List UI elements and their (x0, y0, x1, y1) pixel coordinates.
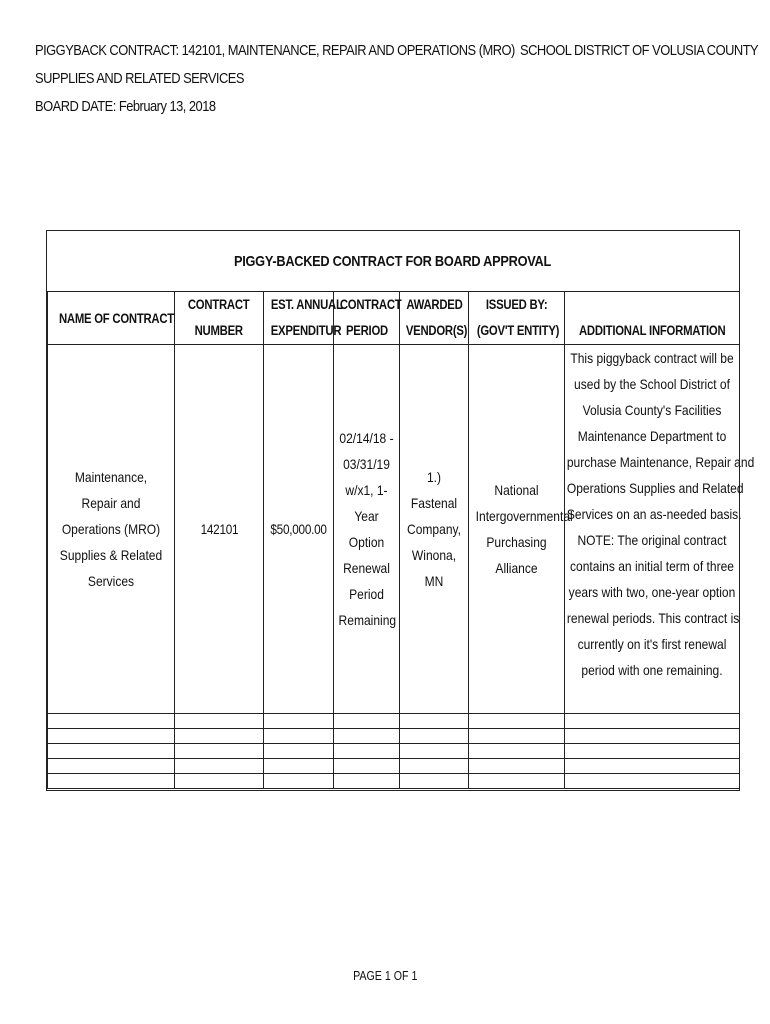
cell-vendor: 1.) Fastenal Company, Winona, MN (400, 345, 469, 714)
district-name: SCHOOL DISTRICT OF VOLUSIA COUNTY (520, 42, 759, 59)
table-row (48, 345, 740, 714)
empty-table-row (48, 759, 740, 774)
header-line-2: SUPPLIES AND RELATED SERVICES (35, 70, 244, 87)
contract-table (47, 291, 755, 789)
col-header-entity: ISSUED BY: (GOV'T ENTITY) (469, 292, 565, 345)
cell-expenditure: $50,000.00 (264, 345, 334, 714)
col-header-period: CONTRACT PERIOD (334, 292, 400, 345)
empty-table-row (48, 729, 740, 744)
cell-contract-period: 02/14/18 - 03/31/19 w/x1, 1-Year Option Renewal Period Remaining (334, 345, 400, 714)
empty-table-row (48, 744, 740, 759)
col-header-vendor: AWARDED VENDOR(S) (400, 292, 469, 345)
empty-table-row (48, 714, 740, 729)
page-number: PAGE 1 OF 1 (352, 968, 418, 983)
col-header-number: CONTRACT NUMBER (175, 292, 264, 345)
cell-contract-number: 142101 (175, 345, 264, 714)
table-header-row (48, 292, 740, 345)
cell-issuing-entity: National Intergovernmental Purchasing Alliance (469, 345, 565, 714)
contract-table-frame (46, 230, 755, 791)
col-header-name: NAME OF CONTRACT (48, 292, 175, 345)
col-header-expenditure: EST. ANNUAL EXPENDITUR (264, 292, 334, 345)
col-header-info: ADDITIONAL INFORMATION (565, 292, 740, 345)
cell-contract-name: Maintenance, Repair and Operations (MRO) Supplies & Related Services (48, 345, 175, 714)
empty-table-row (48, 774, 740, 789)
header-line-1: PIGGYBACK CONTRACT: 142101, MAINTENANCE, REPAIR AND OPERATIONS (MRO) (35, 42, 515, 59)
cell-additional-info: This piggyback contract will be used by the School District of Volusia County's Facilities Maintenance Department to purchase Maintenance, Repair and Operations Supplies and Related Services on an as-needed basis. NOTE: The original contract contains an initial term of three years with two, one-year option renewal periods. This contract is currently on it's first renewal period with one remaining. (565, 345, 740, 714)
board-date: BOARD DATE: February 13, 2018 (35, 98, 216, 115)
table-title: PIGGY-BACKED CONTRACT FOR BOARD APPROVAL (47, 231, 739, 292)
